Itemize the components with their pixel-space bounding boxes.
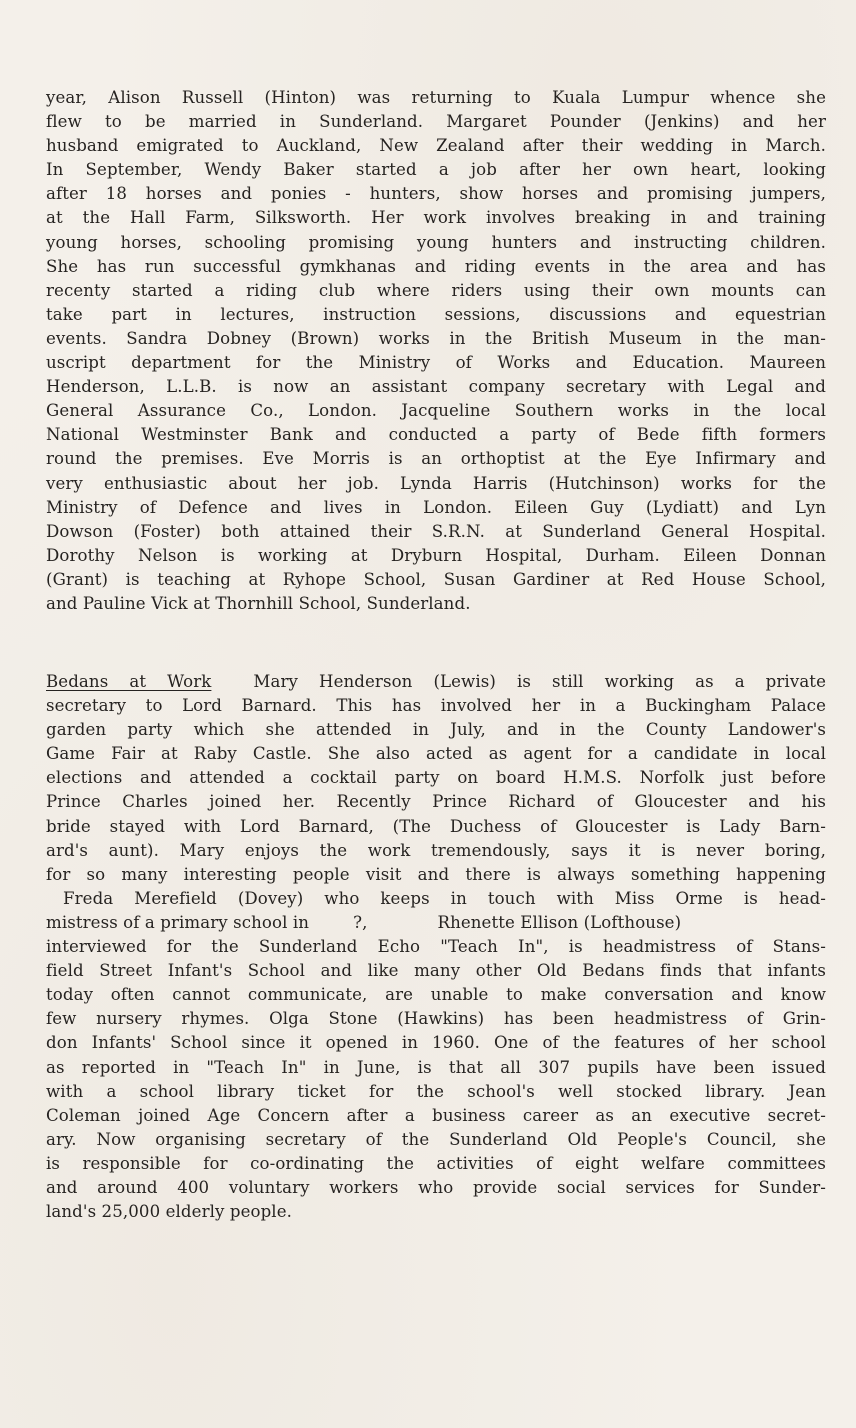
text-line: for so many interesting people visit and there is always something happening — [46, 864, 826, 884]
paragraph-alumni-news — [46, 86, 826, 616]
text-line-last: land's 25,000 elderly people. — [46, 1202, 293, 1222]
text-line: at the Hall Farm, Silksworth. Her work involves breaking in and training — [46, 208, 826, 228]
text-line: National Westminster Bank and conducted a party of Bede fifth formers — [46, 425, 826, 445]
text-line: as reported in "Teach In" in June, is that all 307 pupils have been issued — [46, 1057, 826, 1077]
text-fragment: Rhenette Ellison (Lofthouse) — [437, 912, 682, 932]
section-bedans-at-work — [46, 670, 826, 1224]
text-line: after 18 horses and ponies - hunters, show horses and promising jumpers, — [46, 184, 826, 204]
section-first-line — [46, 670, 826, 694]
text-line: and around 400 voluntary workers who provide social services for Sunder- — [46, 1177, 826, 1197]
text-line: recenty started a riding club where riders using their own mounts can — [46, 280, 826, 300]
text-line: General Assurance Co., London. Jacqueline Southern works in the local — [46, 401, 826, 421]
text-line: Coleman joined Age Concern after a business career as an executive secret- — [46, 1105, 826, 1125]
text-line: garden party which she attended in July, and in the County Landower's — [46, 720, 826, 740]
unknown-place-mark: ?, — [353, 912, 368, 932]
text-line: ard's aunt). Mary enjoys the work tremendously, says it is never boring, — [46, 840, 826, 860]
text-line: flew to be married in Sunderland. Margaret Pounder (Jenkins) and her — [46, 112, 826, 132]
text-line: Dorothy Nelson is working at Dryburn Hospital, Durham. Eileen Donnan — [46, 545, 826, 565]
text-line: interviewed for the Sunderland Echo "Teach In", is headmistress of Stans- — [46, 937, 826, 957]
text-line: field Street Infant's School and like many other Old Bedans finds that infants — [46, 961, 826, 981]
text-line: Ministry of Defence and lives in London. Eileen Guy (Lydiatt) and Lyn — [46, 497, 826, 517]
text-line-indented: Freda Merefield (Dovey) who keeps in touch with Miss Orme is head- — [63, 888, 826, 908]
text-line: young horses, schooling promising young hunters and instructing children. — [46, 232, 826, 252]
text-line: with a school library ticket for the school's well stocked library. Jean — [46, 1081, 826, 1101]
text-line: Prince Charles joined her. Recently Prince Richard of Gloucester and his — [46, 792, 826, 812]
text-line: take part in lectures, instruction sessions, discussions and equestrian — [46, 304, 826, 324]
text-line: ary. Now organising secretary of the Sunderland Old People's Council, she — [46, 1129, 826, 1149]
text-line: She has run successful gymkhanas and riding events in the area and has — [46, 256, 826, 276]
text-line: elections and attended a cocktail party on board H.M.S. Norfolk just before — [46, 768, 826, 788]
text-line: husband emigrated to Auckland, New Zealand after their wedding in March. — [46, 136, 826, 156]
text-line: uscript department for the Ministry of Works and Education. Maureen — [46, 353, 826, 373]
text-line: today often cannot communicate, are unable to make conversation and know — [46, 985, 826, 1005]
text-line: Game Fair at Raby Castle. She also acted as agent for a candidate in local — [46, 744, 826, 764]
text-line: Henderson, L.L.B. is now an assistant company secretary with Legal and — [46, 377, 826, 397]
text-line: events. Sandra Dobney (Brown) works in the British Museum in the man- — [46, 328, 826, 348]
text-line: don Infants' School since it opened in 1960. One of the features of her school — [46, 1033, 826, 1053]
text-line: Dowson (Foster) both attained their S.R.N. at Sunderland General Hospital. — [46, 521, 826, 541]
text-fragment: mistress of a primary school in — [46, 912, 310, 932]
section-heading: Bedans at Work — [46, 672, 212, 691]
text-line: very enthusiastic about her job. Lynda Harris (Hutchinson) works for the — [46, 473, 826, 493]
text-line: is responsible for co-ordinating the activities of eight welfare committees — [46, 1153, 826, 1173]
text-line: few nursery rhymes. Olga Stone (Hawkins) has been headmistress of Grin- — [46, 1009, 826, 1029]
text-line: In September, Wendy Baker started a job after her own heart, looking — [46, 160, 826, 180]
text-line: secretary to Lord Barnard. This has involved her in a Buckingham Palace — [46, 696, 826, 716]
text-line: round the premises. Eve Morris is an orthoptist at the Eye Infirmary and — [46, 449, 826, 469]
section-first-line-text: Mary Henderson (Lewis) is still working as a private — [253, 672, 826, 691]
text-line: year, Alison Russell (Hinton) was returning to Kuala Lumpur whence she — [46, 88, 826, 107]
text-line-last: and Pauline Vick at Thornhill School, Sunderland. — [46, 593, 471, 613]
text-line: bride stayed with Lord Barnard, (The Duchess of Gloucester is Lady Barn- — [46, 816, 826, 836]
text-line — [46, 911, 826, 935]
text-line: (Grant) is teaching at Ryhope School, Susan Gardiner at Red House School, — [46, 569, 826, 589]
